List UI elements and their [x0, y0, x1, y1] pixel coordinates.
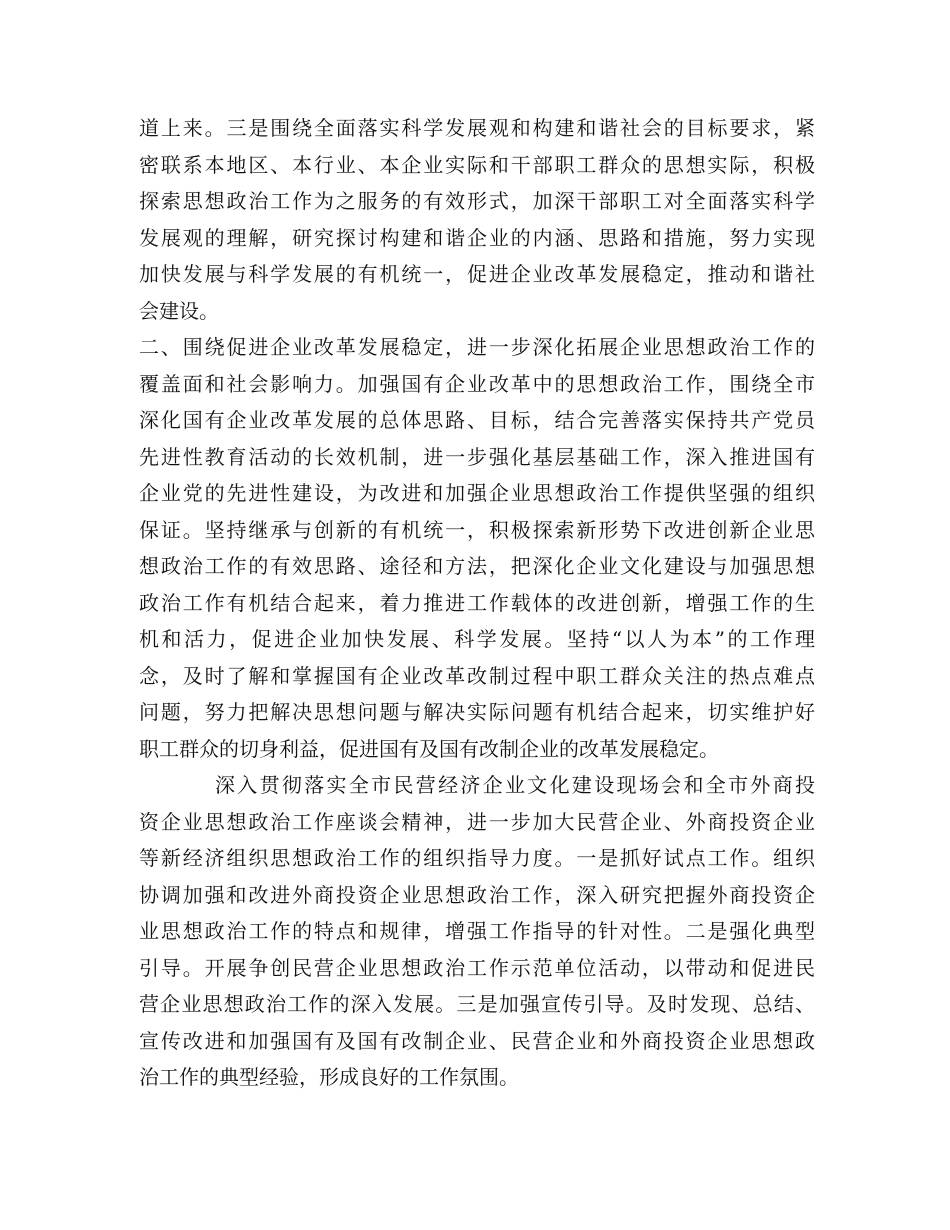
text-line: 营企业思想政治工作的深入发展。三是加强宣传引导。及时发现、总结、 [139, 992, 815, 1016]
text-line: 覆盖面和社会影响力。加强国有企业改革中的思想政治工作，围绕全市 [139, 371, 815, 396]
text-line: 先进性教育活动的长效机制，进一步强化基层基础工作，深入推进国有 [139, 444, 815, 469]
text-line: 引导。开展争创民营企业思想政治工作示范单位活动，以带动和促进民 [139, 955, 815, 980]
text-line: 企业党的先进性建设，为改进和加强企业思想政治工作提供坚强的组织 [139, 481, 815, 505]
text-line: 等新经济组织思想政治工作的组织指导力度。一是抓好试点工作。组织 [139, 846, 815, 870]
text-line: 机和活力，促进企业加快发展、科学发展。坚持“以人为本”的工作理 [139, 627, 815, 651]
text-line: 深化国有企业改革发展的总体思路、目标，结合完善落实保持共产党员 [139, 408, 815, 432]
text-line: 协调加强和改进外商投资企业思想政治工作，深入研究把握外商投资企 [139, 882, 815, 907]
text-line: 发展观的理解，研究探讨构建和谐企业的内涵、思路和措施，努力实现 [139, 225, 815, 250]
text-line: 治工作的典型经验，形成良好的工作氛围。 [139, 1065, 519, 1089]
text-line: 深入贯彻落实全市民营经济企业文化建设现场会和全市外商投 [215, 773, 815, 797]
text-line: 职工群众的切身利益，促进国有及国有改制企业的改革发展稳定。 [139, 736, 719, 761]
text-line: 念，及时了解和掌握国有企业改革改制过程中职工群众关注的热点难点 [139, 663, 815, 688]
text-line: 宣传改进和加强国有及国有改制企业、民营企业和外商投资企业思想政 [139, 1028, 815, 1053]
text-line: 政治工作有机结合起来，着力推进工作载体的改进创新，增强工作的生 [139, 590, 815, 615]
text-line: 道上来。三是围绕全面落实科学发展观和构建和谐社会的目标要求，紧 [139, 116, 815, 140]
text-line: 密联系本地区、本行业、本企业实际和干部职工群众的思想实际，积极 [139, 152, 815, 177]
document-body [139, 110, 815, 1096]
text-line: 问题，努力把解决思想问题与解决实际问题有机结合起来，切实维护好 [139, 700, 815, 724]
text-line: 二、围绕促进企业改革发展稳定，进一步深化拓展企业思想政治工作的 [139, 335, 815, 359]
text-line: 业思想政治工作的特点和规律，增强工作指导的针对性。二是强化典型 [139, 919, 815, 943]
text-line: 资企业思想政治工作座谈会精神，进一步加大民营企业、外商投资企业 [139, 809, 815, 834]
text-line: 会建设。 [139, 298, 219, 323]
text-line: 探索思想政治工作为之服务的有效形式，加深干部职工对全面落实科学 [139, 189, 815, 213]
text-line: 加快发展与科学发展的有机统一，促进企业改革发展稳定，推动和谐社 [139, 262, 815, 286]
text-line: 保证。坚持继承与创新的有机统一，积极探索新形势下改进创新企业思 [139, 517, 815, 542]
text-line: 想政治工作的有效思路、途径和方法，把深化企业文化建设与加强思想 [139, 554, 815, 578]
